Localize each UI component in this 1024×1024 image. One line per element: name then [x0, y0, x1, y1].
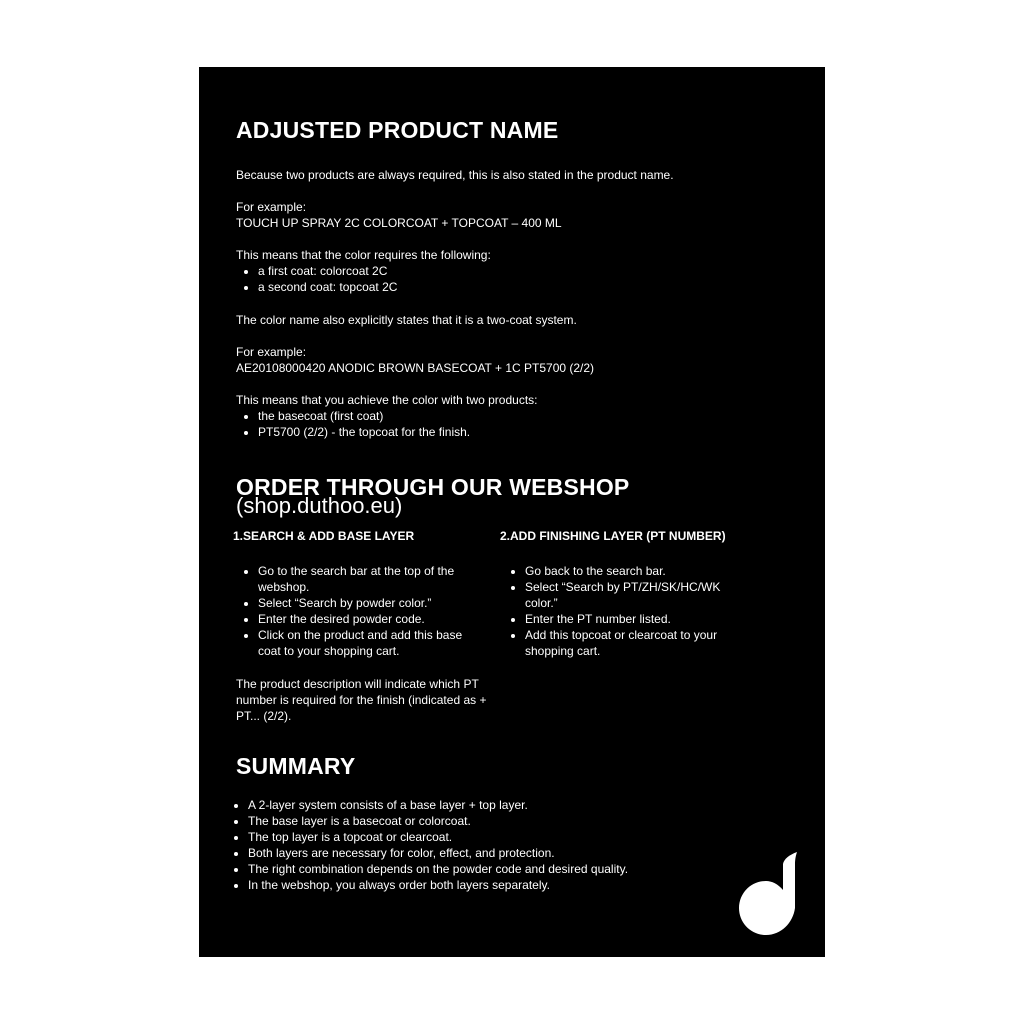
summary-title: SUMMARY	[236, 753, 356, 779]
means2-text: This means that you achieve the color with two products:	[236, 393, 538, 407]
example2-label: For example:	[236, 345, 307, 359]
step1-number: 1.	[233, 529, 244, 543]
list-item: • the basecoat (first coat)	[258, 408, 778, 424]
color-name-text: The color name also explicitly states that it is a two-coat system.	[236, 313, 577, 327]
list-item: • A 2-layer system consists of a base layer + top layer.	[248, 797, 748, 813]
example1-label: For example:	[236, 200, 307, 214]
example1-value: TOUCH UP SPRAY 2C COLORCOAT + TOPCOAT – 400 ML	[236, 216, 562, 230]
list-item: • In the webshop, you always order both layers separately.	[248, 877, 748, 893]
list-item: • Go to the search bar at the top of the webshop.	[258, 563, 483, 595]
bullets2-list	[236, 408, 778, 440]
step2-heading	[500, 528, 726, 544]
step1-heading-text: SEARCH & ADD BASE LAYER	[243, 529, 415, 543]
adjusted-title: ADJUSTED PRODUCT NAME	[236, 117, 559, 143]
list-item: • a first coat: colorcoat 2C	[258, 263, 778, 279]
step2-number: 2.	[500, 529, 511, 543]
list-item: • The right combination depends on the powder code and desired quality.	[248, 861, 748, 877]
duthoo-d-logo-icon	[737, 850, 799, 936]
list-item: • Enter the PT number listed.	[525, 611, 755, 627]
document-sheet	[199, 67, 825, 957]
step1-heading	[233, 528, 414, 544]
summary-list	[226, 797, 748, 893]
list-item: • Click on the product and add this base coat to your shopping cart.	[258, 627, 483, 659]
step2-list	[503, 563, 755, 659]
list-item: • Go back to the search bar.	[525, 563, 755, 579]
list-item: • The base layer is a basecoat or colorcoat.	[248, 813, 748, 829]
step2-heading-text: ADD FINISHING LAYER (PT NUMBER)	[510, 529, 726, 543]
list-item: • a second coat: topcoat 2C	[258, 279, 778, 295]
step1-list	[236, 563, 483, 659]
list-item: • Select “Search by PT/ZH/SK/HC/WK color.”	[525, 579, 755, 611]
list-item: • Enter the desired powder code.	[258, 611, 483, 627]
order-subtitle: (shop.duthoo.eu)	[236, 493, 403, 518]
list-item: • Add this topcoat or clearcoat to your shopping cart.	[525, 627, 755, 659]
bullets1-list	[236, 263, 778, 295]
example2-value: AE20108000420 ANODIC BROWN BASECOAT + 1C PT5700 (2/2)	[236, 361, 595, 375]
means1-text: This means that the color requires the following:	[236, 248, 491, 262]
list-item: • PT5700 (2/2) - the topcoat for the finish.	[258, 424, 778, 440]
list-item: • Both layers are necessary for color, effect, and protection.	[248, 845, 748, 861]
order-title: ORDER THROUGH OUR WEBSHOP	[236, 474, 630, 500]
step1-note: The product description will indicate which PT number is required for the finish (indicated as + PT... (2/2).	[236, 677, 487, 723]
adjusted-intro: Because two products are always required, this is also stated in the product name.	[236, 168, 674, 182]
list-item: • The top layer is a topcoat or clearcoat.	[248, 829, 748, 845]
list-item: • Select “Search by powder color.”	[258, 595, 483, 611]
